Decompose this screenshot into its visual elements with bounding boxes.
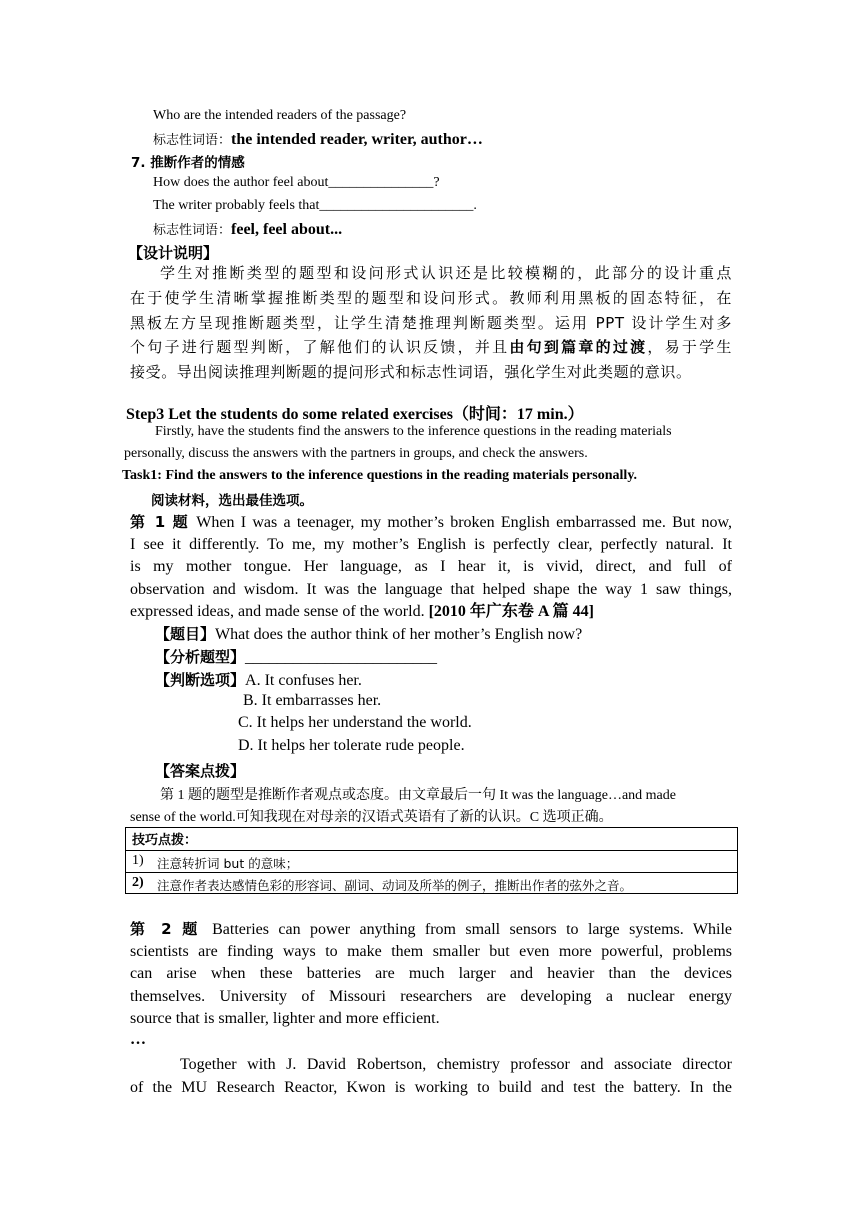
passage-line: I see it differently. To me, my mother’s English is perfectly clear, perfectly natural. It	[130, 535, 732, 553]
passage-line: is my mother tongue. Her language, as I hear it, is vivid, direct, and full of	[130, 558, 732, 575]
source-ref: [2010 年广东卷 A 篇 44]	[428, 603, 594, 620]
passage-line	[130, 918, 732, 941]
question-1-passage	[130, 511, 732, 624]
passage-text: Batteries can power anything from small sensors to large systems. While	[212, 921, 732, 938]
passage-line: of the MU Research Reactor, Kwon is working to build and test the battery. In the	[130, 1078, 732, 1096]
design-line: 黑板左方呈现推断题类型，让学生清楚推理判断题类型。运用 PPT 设计学生对多	[130, 313, 732, 332]
passage-text: expressed ideas, and made sense of the world.	[130, 603, 425, 620]
task1-instruction: 阅读材料，选出最佳选项。	[151, 493, 313, 509]
options-label: 【判断选项】	[155, 671, 246, 689]
step3-intro-line-2: personally, discuss the answers with the partners in groups, and check the answers.	[124, 446, 588, 461]
passage-line: scientists are finding ways to make them smaller but even more powerful, problems	[130, 942, 732, 960]
keywords-line-7	[153, 219, 342, 239]
question-2-passage	[130, 918, 732, 1031]
ellipsis: …	[130, 1031, 146, 1048]
tip-number: 2)	[132, 875, 144, 890]
design-line-4-end: ，易于学生	[647, 338, 732, 357]
design-heading: 【设计说明】	[128, 244, 219, 262]
step3-intro-line-1: Firstly, have the students find the answers to the inference questions in the reading materials	[155, 424, 672, 439]
task1-heading: Task1: Find the answers to the inference questions in the reading materials personally.	[122, 468, 638, 483]
tips-divider	[126, 850, 737, 851]
design-line: 学生对推断类型的题型和设问形式认识还是比较模糊的，此部分的设计重点	[160, 264, 732, 282]
feel-question-1: How does the author feel about_______________?	[153, 175, 440, 190]
design-line: 接受。导出阅读推理判断题的提问形式和标志性词语，强化学生对此类题的意识。	[130, 363, 692, 382]
design-line: 在于使学生清晰掌握推断类型的题型和设问形式。教师利用黑板的固态特征，在	[130, 288, 732, 307]
options-line	[155, 669, 362, 690]
option-c: C. It helps her understand the world.	[238, 714, 472, 731]
passage-line: themselves. University of Missouri researchers are developing a nuclear energy	[130, 987, 732, 1005]
passage-line: can arise when these batteries are much larger and heavier than the devices	[130, 965, 732, 982]
tips-box	[125, 827, 738, 894]
design-line-4-start: 个句子进行题型判断，了解他们的认识反馈，并且	[130, 338, 510, 357]
answer-line-1: 第 1 题的题型是推断作者观点或态度。由文章最后一句 It was the language…and made	[160, 788, 676, 803]
option-b: B. It embarrasses her.	[243, 692, 382, 709]
design-line	[130, 335, 732, 360]
keywords: feel, feel about...	[231, 221, 343, 238]
type-blank: ________________________	[245, 649, 438, 666]
topic-line	[155, 623, 582, 644]
passage-text: When I was a teenager, my mother’s broken English embarrassed me. But now,	[196, 514, 732, 531]
tips-title: 技巧点拨：	[132, 833, 198, 848]
step3-heading: Step3 Let the students do some related exercises（时间：17 min.）	[126, 406, 584, 423]
question-2-passage-cont	[130, 1054, 732, 1099]
question-label: 第 2 题	[130, 920, 203, 938]
bold-phrase: 由句到篇章的过渡	[509, 338, 648, 357]
section-7-heading: 7. 推断作者的情感	[131, 155, 245, 171]
question-label: 第 1 题	[130, 513, 190, 531]
passage-line: observation and wisdom. It was the language that helped shape the way 1 saw things,	[130, 580, 732, 598]
keywords-line-6	[153, 129, 483, 149]
topic-label: 【题目】	[155, 625, 216, 643]
passage-line	[130, 601, 732, 624]
feel-question-2: The writer probably feels that______________________.	[153, 198, 477, 213]
topic-text: What does the author think of her mother’s English now?	[215, 626, 583, 643]
passage-line: source that is smaller, lighter and more efficient.	[130, 1010, 440, 1027]
tip-item	[126, 852, 737, 874]
type-label: 【分析题型】	[155, 648, 246, 666]
passage-line	[130, 511, 732, 534]
tip-number: 1)	[132, 853, 144, 868]
tip-item	[126, 874, 737, 896]
tip-text: 注意转折词 but 的意味；	[157, 856, 299, 871]
answer-line-2: sense of the world.可知我现在对母亲的汉语式英语有了新的认识。C 选项正确。	[130, 810, 613, 825]
type-line	[155, 646, 437, 667]
keyword-label: 标志性词语：	[153, 133, 232, 148]
keywords: the intended reader, writer, author…	[231, 131, 483, 148]
keyword-label: 标志性词语：	[153, 223, 232, 238]
option-a: A. It confuses her.	[245, 672, 362, 689]
option-d: D. It helps her tolerate rude people.	[238, 737, 465, 754]
intended-readers-question: Who are the intended readers of the passage?	[153, 108, 407, 123]
design-paragraph	[130, 261, 732, 385]
passage-line: Together with J. David Robertson, chemistry professor and associate director	[180, 1056, 732, 1073]
tip-text: 注意作者表达感情色彩的形容词、副词、动词及所举的例子，推断出作者的弦外之音。	[157, 878, 633, 893]
tips-divider	[126, 872, 737, 873]
answer-label: 【答案点拨】	[155, 762, 246, 780]
